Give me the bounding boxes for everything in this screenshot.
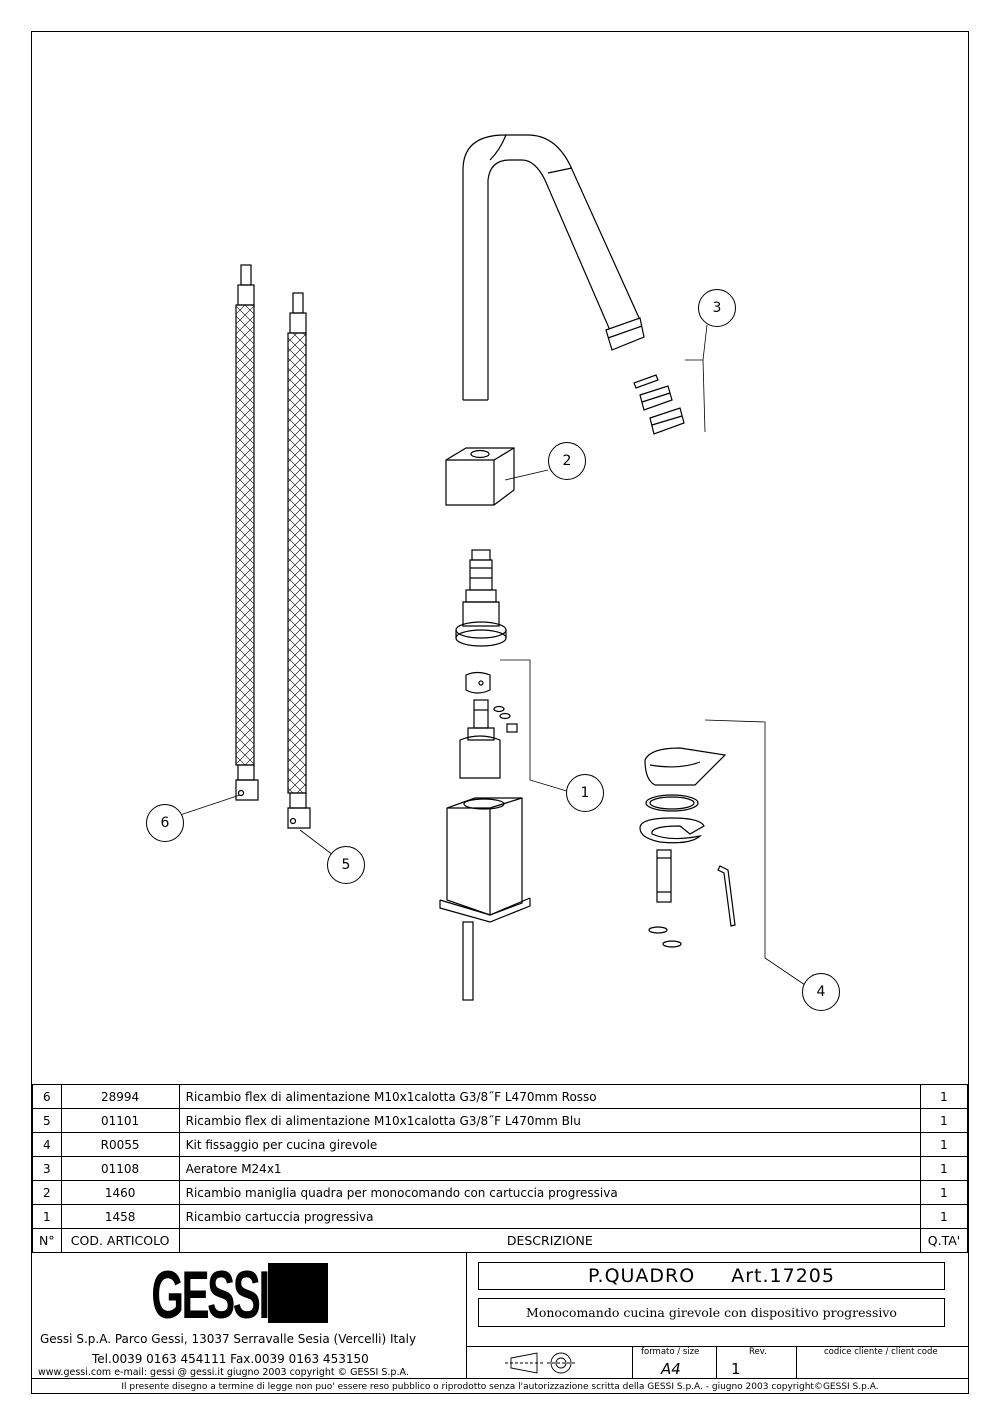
callout-3: 3 xyxy=(698,289,736,327)
gessi-logo xyxy=(150,1262,330,1330)
parts-table xyxy=(32,1084,968,1253)
flex-hose-5 xyxy=(288,293,310,828)
titleblock-divider xyxy=(716,1346,717,1378)
titleblock-divider xyxy=(796,1346,797,1378)
client-code-label: codice cliente / client code xyxy=(824,1347,938,1357)
table-row: 6 28994 Ricambio flex di alimentazione M10x1calotta G3/8˝F L470mm Rosso 1 xyxy=(33,1085,968,1109)
callout-5: 5 xyxy=(327,846,365,884)
product-subtitle-box xyxy=(478,1298,945,1327)
titleblock-divider xyxy=(632,1346,633,1378)
rev-value: 1 xyxy=(731,1360,741,1378)
legal-footer: Il presente disegno a termine di legge non puo' essere reso pubblico o riprodotto senza l'autorizzazione scritta della GESSI S.p.A. - giugno 2003 copyright©GESSI S.p.A. xyxy=(121,1382,879,1392)
aerator-parts xyxy=(634,375,684,434)
logo-text: GESSI xyxy=(151,1262,268,1326)
product-name: P.QUADRO xyxy=(588,1265,696,1287)
company-phone: Tel.0039 0163 454111 Fax.0039 0163 453150 xyxy=(92,1352,369,1366)
table-row: 2 1460 Ricambio maniglia quadra per monocomando con cartuccia progressiva 1 xyxy=(33,1181,968,1205)
leader-lines xyxy=(180,325,805,985)
table-row: 5 01101 Ricambio flex di alimentazione M10x1calotta G3/8˝F L470mm Blu 1 xyxy=(33,1109,968,1133)
mounting-kit xyxy=(640,748,735,947)
spout xyxy=(463,135,644,400)
table-header: N° COD. ARTICOLO DESCRIZIONE Q.TA' xyxy=(33,1229,968,1253)
projection-symbol-icon xyxy=(505,1350,585,1376)
company-address: Gessi S.p.A. Parco Gessi, 13037 Serravalle Sesia (Vercelli) Italy xyxy=(40,1332,417,1346)
handle-cube xyxy=(446,448,514,505)
table-row: 3 01108 Aeratore M24x1 1 xyxy=(33,1157,968,1181)
product-subtitle: Monocomando cucina girevole con dispositivo progressivo xyxy=(526,1305,897,1320)
cartridge xyxy=(456,550,506,646)
product-title-box xyxy=(478,1262,945,1290)
faucet-body xyxy=(440,798,530,1000)
callout-2: 2 xyxy=(548,442,586,480)
cartridge-lower-parts xyxy=(460,673,517,779)
format-value: A4 xyxy=(661,1360,681,1378)
table-row: 1 1458 Ricambio cartuccia progressiva 1 xyxy=(33,1205,968,1229)
article-number: Art.17205 xyxy=(731,1265,835,1287)
rev-label: Rev. xyxy=(749,1347,767,1357)
callout-6: 6 xyxy=(146,804,184,842)
flex-hose-6 xyxy=(236,265,258,800)
callout-4: 4 xyxy=(802,973,840,1011)
table-row: 4 R0055 Kit fissaggio per cucina girevole 1 xyxy=(33,1133,968,1157)
format-label: formato / size xyxy=(641,1347,700,1357)
company-web: www.gessi.com e-mail: gessi @ gessi.it giugno 2003 copyright © GESSI S.p.A. xyxy=(38,1367,409,1378)
titleblock-divider xyxy=(32,1378,968,1379)
callout-1: 1 xyxy=(566,774,604,812)
titleblock-divider xyxy=(466,1252,467,1378)
